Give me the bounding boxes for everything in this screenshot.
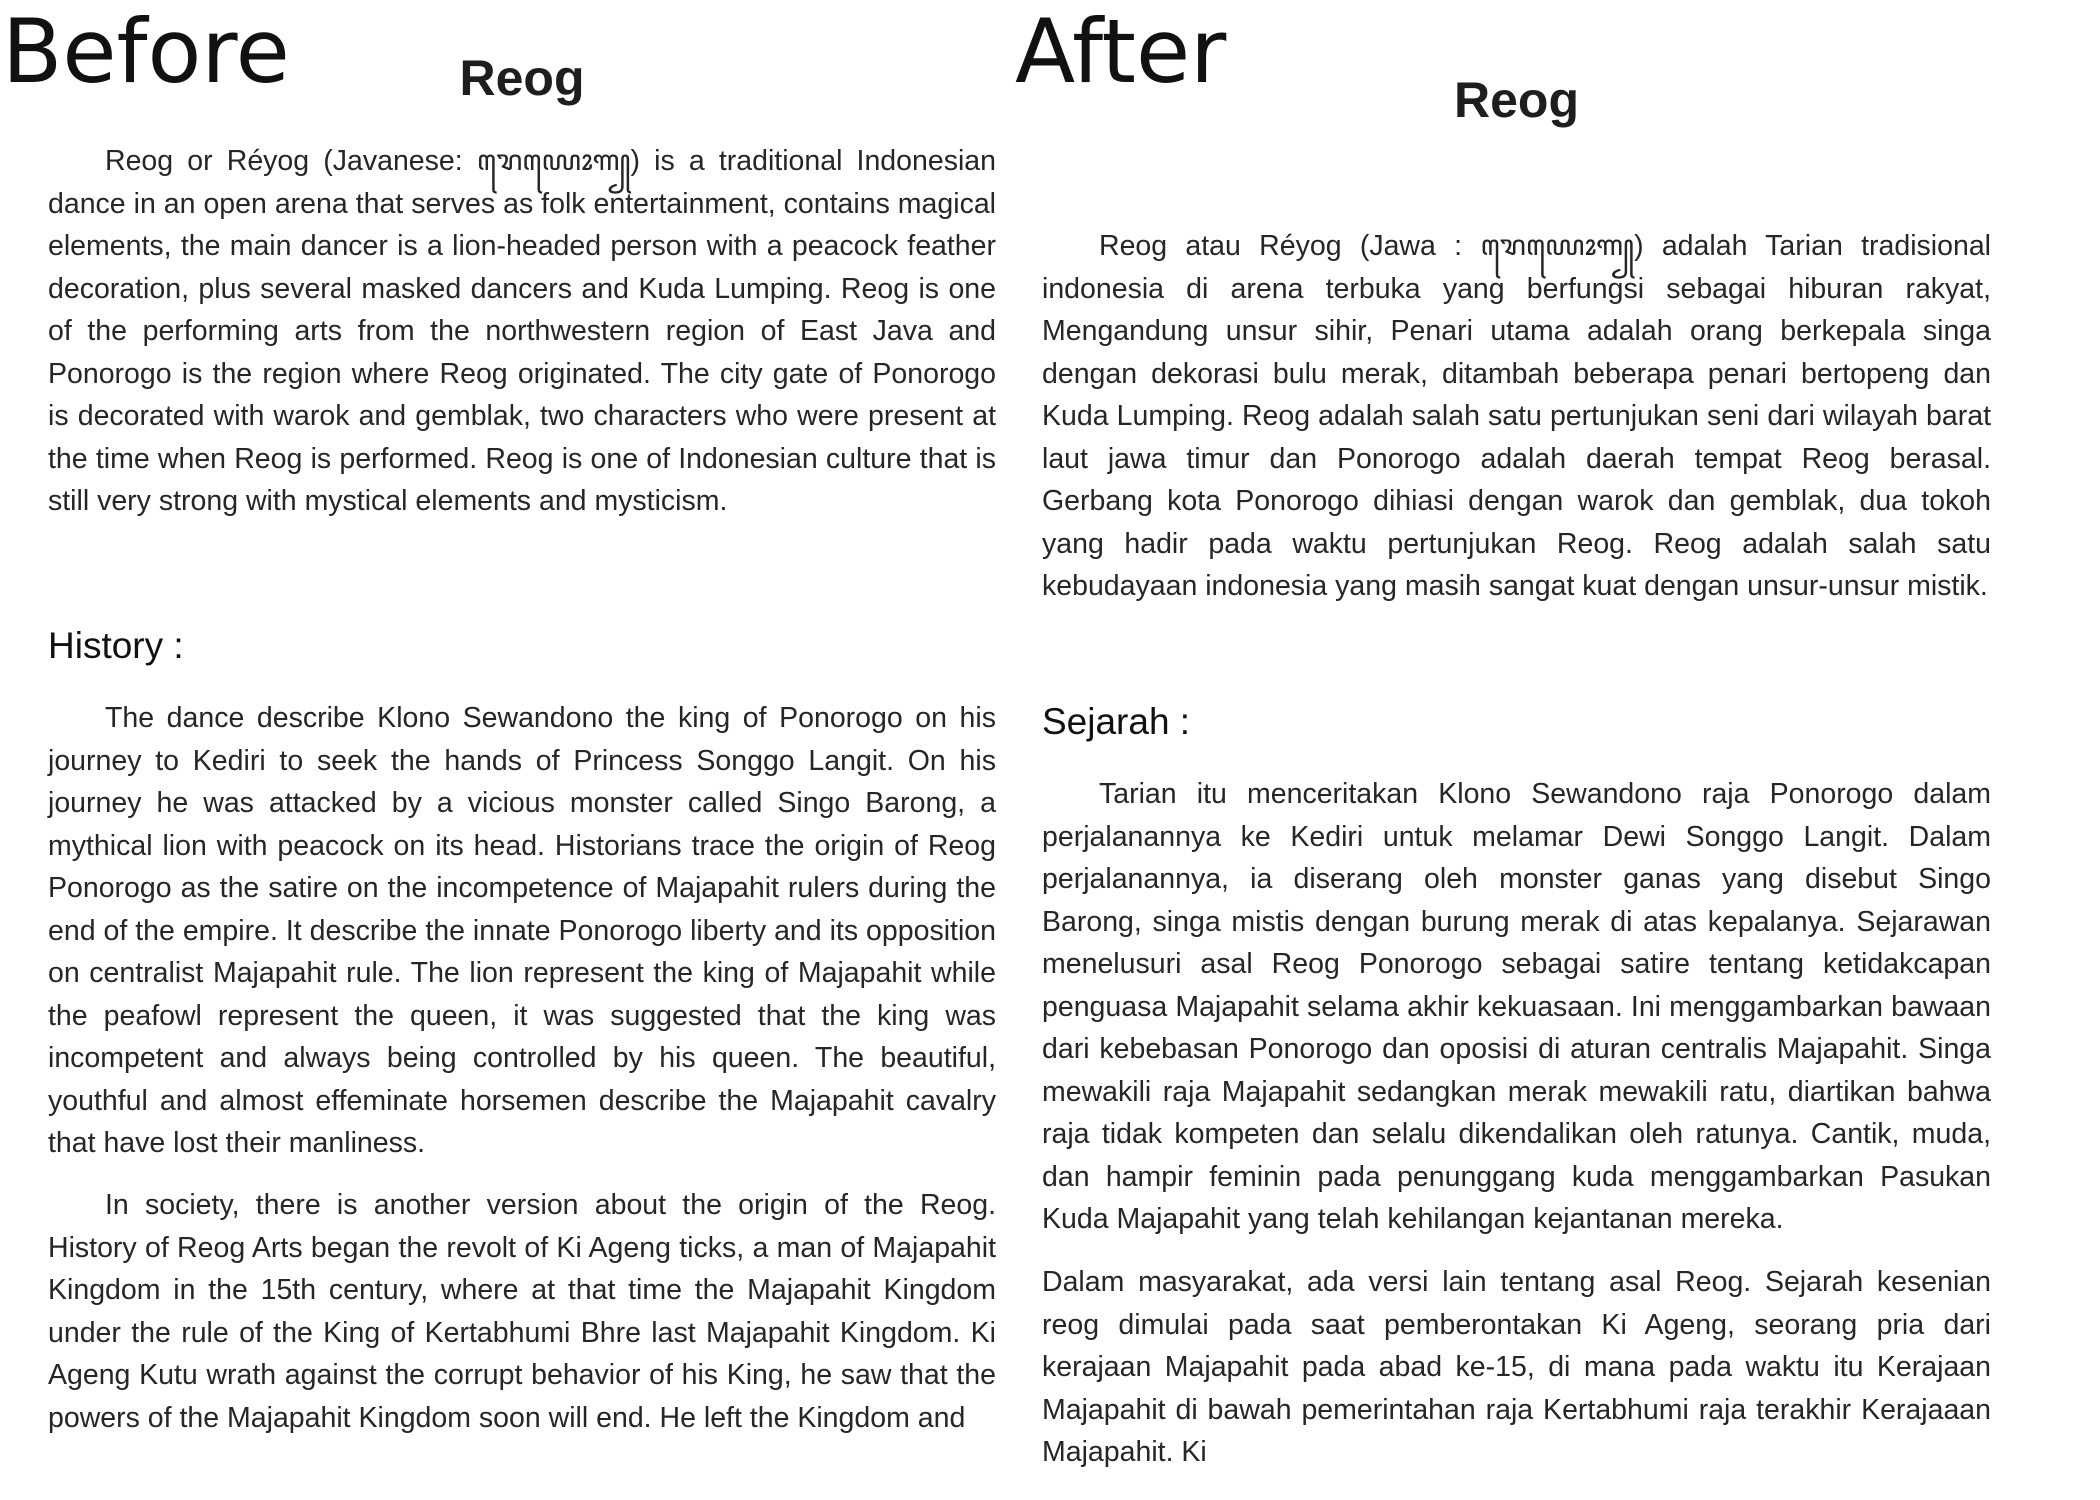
before-history-paragraph-2: In society, there is another version about the origin of the Reog. History of Reog Arts began the revolt of Ki Ageng ticks, a man of Majapahit Kingdom in the 15th century, where at that time the Majapahit Kingdom under the rule of the King of Kertabhumi Bhre last Majapahit Kingdom. Ki Ageng Kutu wrath against the corrupt behavior of his King, he saw that the powers of the Majapahit Kingdom soon will end. He left the Kingdom and <box>48 1189 996 1434</box>
before-history-paragraph-1: The dance describe Klono Sewandono the king of Ponorogo on his journey to Kediri to seek the hands of Princess Songgo Langit. On his journey he was attacked by a vicious monster called Singo Barong, a mythical lion with peacock on its head. Historians trace the origin of Reog Ponorogo as the satire on the incompetence of Majapahit rulers during the end of the empire. It describe the innate Ponorogo liberty and its opposition on centralist Majapahit rule. The lion represent the king of Majapahit while the peafowl represent the queen, it was suggested that the king was incompetent and always being controlled by his queen. The beautiful, youthful and almost effeminate horsemen describe the Majapahit cavalry that have lost their manliness. <box>48 702 996 1159</box>
after-history-paragraph-1: Tarian itu menceritakan Klono Sewandono raja Ponorogo dalam perjalanannya ke Kediri untuk melamar Dewi Songgo Langit. Dalam perjalanannya, ia diserang oleh monster ganas yang disebut Singo Barong, singa mistis dengan burung merak di atas kepalanya. Sejarawan menelusuri asal Reog Ponorogo sebagai satire tentang ketidakcapan penguasa Majapahit selama akhir kekuasaan. Ini menggambarkan bawaan dari kebebasan Ponorogo dan oposisi di aturan centralis Majapahit. Singa mewakili raja Majapahit sedangkan merak mewakili ratu, diartikan bahwa raja tidak kompeten dan selalu dikendalikan oleh ratunya. Cantik, muda, dan hampir feminin pada penunggang kuda menggambarkan Pasukan Kuda Majapahit yang telah kehilangan kejantanan mereka. <box>1042 778 1991 1235</box>
after-history-heading: Sejarah : <box>1042 701 1191 742</box>
after-label: After <box>1015 0 1227 103</box>
before-intro-paragraph: Reog or Réyog (Javanese: ꦫꦺꦪꦺꦴꦒ꧀) is a traditional Indonesian dance in an open arena that serves as folk entertainment, contains magical elements, the main dancer is a lion-headed person with a peacock feather decoration, plus several masked dancers and Kuda Lumping. Reog is one of the performing arts from the northwestern region of East Java and Ponorogo is the region where Reog originated. The city gate of Ponorogo is decorated with warok and gemblak, two characters who were present at the time when Reog is performed. Reog is one of Indonesian culture that is still very strong with mystical elements and mysticism. <box>48 145 996 517</box>
after-intro-paragraph: Reog atau Réyog (Jawa : ꦫꦺꦪꦺꦴꦒ꧀) adalah Tarian tradisional indonesia di arena terbuka yang berfungsi sebagai hiburan rakyat, Mengandung unsur sihir, Penari utama adalah orang berkepala singa dengan dekorasi bulu merak, ditambah beberapa penari bertopeng dan Kuda Lumping. Reog adalah salah satu pertunjukan seni dari wilayah barat laut jawa timur dan Ponorogo adalah daerah tempat Reog berasal. Gerbang kota Ponorogo dihiasi dengan warok dan gemblak, dua tokoh yang hadir pada waktu pertunjukan Reog. Reog adalah salah satu kebudayaan indonesia yang masih sangat kuat dengan unsur-unsur mistik. <box>1042 230 1991 602</box>
after-history-paragraph-2: Dalam masyarakat, ada versi lain tentang asal Reog. Sejarah kesenian reog dimulai pada saat pemberontakan Ki Ageng, seorang pria dari kerajaan Majapahit pada abad ke-15, di mana pada waktu itu Kerajaan Majapahit di bawah pemerintahan raja Kertabhumi raja terakhir Kerajaaan Majapahit. Ki <box>1042 1266 1991 1468</box>
before-label: Before <box>2 0 290 103</box>
after-doc-title: Reog <box>1454 72 1579 128</box>
before-doc-title: Reog <box>459 50 585 106</box>
before-history-heading: History : <box>48 625 184 666</box>
